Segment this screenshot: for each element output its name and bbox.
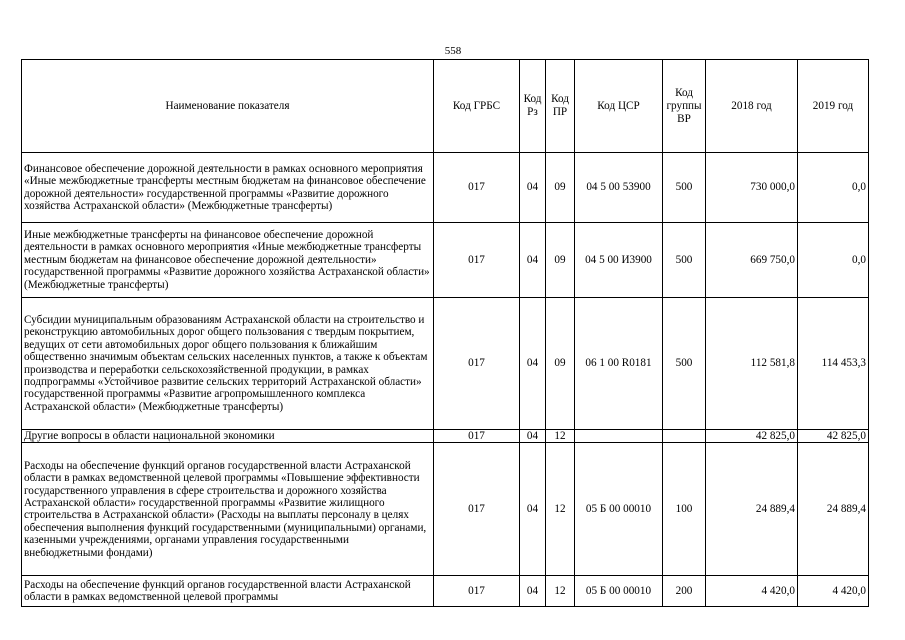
- row-2019: 114 453,3: [798, 298, 869, 430]
- row-name: Субсидии муниципальным образованиям Астраханской области на строительство и реконструкцию автомобильных дорог общего пользования с твердым покрытием, ведущих от сети автомобильных дорог общего пользования к ближайшим общественно значимым объектам сельских населенных пунктов, а также к объектам производства и переработки сельскохозяйственной продукции, в рамках подпрограммы «Устойчивое развитие сельских территорий Астраханской области» государственной программы «Развитие агропромышленного комплекса Астраханской области» (Межбюджетные трансферты): [22, 298, 434, 430]
- row-vr: [663, 430, 706, 443]
- row-2018: 24 889,4: [706, 443, 798, 576]
- row-csr: 04 5 00 53900: [575, 153, 663, 223]
- table-row: [22, 298, 869, 430]
- row-grbs: 017: [434, 153, 520, 223]
- table-row: [22, 153, 869, 223]
- row-csr: 05 Б 00 00010: [575, 443, 663, 576]
- row-2018: 669 750,0: [706, 223, 798, 298]
- table-row: [22, 443, 869, 576]
- row-2018: 112 581,8: [706, 298, 798, 430]
- row-rz: 04: [520, 430, 546, 443]
- row-2019: 0,0: [798, 153, 869, 223]
- row-csr: [575, 430, 663, 443]
- header-row: [22, 60, 869, 153]
- header-rz: Код Рз: [520, 60, 546, 153]
- row-vr: 500: [663, 153, 706, 223]
- row-grbs: 017: [434, 443, 520, 576]
- header-name: Наименование показателя: [22, 60, 434, 153]
- row-csr: 05 Б 00 00010: [575, 576, 663, 607]
- row-rz: 04: [520, 576, 546, 607]
- row-name: Расходы на обеспечение функций органов государственной власти Астраханской области в рамках ведомственной целевой программы «Повышение эффективности государственного управления в сфере строительства и дорожного хозяйства Астраханской области» государственной программы «Развитие жилищного строительства в Астраханской области» (Расходы на выплаты персоналу в целях обеспечения выполнения функций государственными (муниципальными) органами, казенными учреждениями, органами управления государственными внебюджетными фондами): [22, 443, 434, 576]
- row-vr: 200: [663, 576, 706, 607]
- row-2018: 4 420,0: [706, 576, 798, 607]
- row-2019: 4 420,0: [798, 576, 869, 607]
- row-rz: 04: [520, 443, 546, 576]
- row-grbs: 017: [434, 576, 520, 607]
- row-2019: 24 889,4: [798, 443, 869, 576]
- header-2018: 2018 год: [706, 60, 798, 153]
- header-pr: Код ПР: [546, 60, 575, 153]
- row-name: Финансовое обеспечение дорожной деятельности в рамках основного мероприятия «Иные межбюджетные трансферты местным бюджетам на финансовое обеспечение дорожной деятельности» государственной программы «Развитие дорожного хозяйства Астраханской области» (Межбюджетные трансферты): [22, 153, 434, 223]
- budget-table: [21, 59, 869, 607]
- row-2018: 730 000,0: [706, 153, 798, 223]
- row-pr: 12: [546, 430, 575, 443]
- row-name: Другие вопросы в области национальной экономики: [22, 430, 434, 443]
- row-vr: 100: [663, 443, 706, 576]
- row-name: Иные межбюджетные трансферты на финансовое обеспечение дорожной деятельности в рамках основного мероприятия «Иные межбюджетные трансферты местным бюджетам на финансовое обеспечение дорожной деятельности» государственной программы «Развитие дорожного хозяйства Астраханской области» (Межбюджетные трансферты): [22, 223, 434, 298]
- row-pr: 12: [546, 443, 575, 576]
- header-vr: Код группы ВР: [663, 60, 706, 153]
- row-csr: 06 1 00 R0181: [575, 298, 663, 430]
- row-2018: 42 825,0: [706, 430, 798, 443]
- row-vr: 500: [663, 223, 706, 298]
- row-2019: 0,0: [798, 223, 869, 298]
- row-name: Расходы на обеспечение функций органов государственной власти Астраханской области в рамках ведомственной целевой программы: [22, 576, 434, 607]
- header-2019: 2019 год: [798, 60, 869, 153]
- table-row: [22, 430, 869, 443]
- row-vr: 500: [663, 298, 706, 430]
- row-rz: 04: [520, 223, 546, 298]
- row-grbs: 017: [434, 223, 520, 298]
- row-csr: 04 5 00 И3900: [575, 223, 663, 298]
- row-grbs: 017: [434, 298, 520, 430]
- row-rz: 04: [520, 298, 546, 430]
- row-pr: 09: [546, 223, 575, 298]
- table-row: [22, 223, 869, 298]
- header-csr: Код ЦСР: [575, 60, 663, 153]
- header-grbs: Код ГРБС: [434, 60, 520, 153]
- row-pr: 12: [546, 576, 575, 607]
- row-rz: 04: [520, 153, 546, 223]
- row-grbs: 017: [434, 430, 520, 443]
- row-pr: 09: [546, 298, 575, 430]
- row-pr: 09: [546, 153, 575, 223]
- row-2019: 42 825,0: [798, 430, 869, 443]
- page-number: 558: [444, 45, 462, 57]
- table-row: [22, 576, 869, 607]
